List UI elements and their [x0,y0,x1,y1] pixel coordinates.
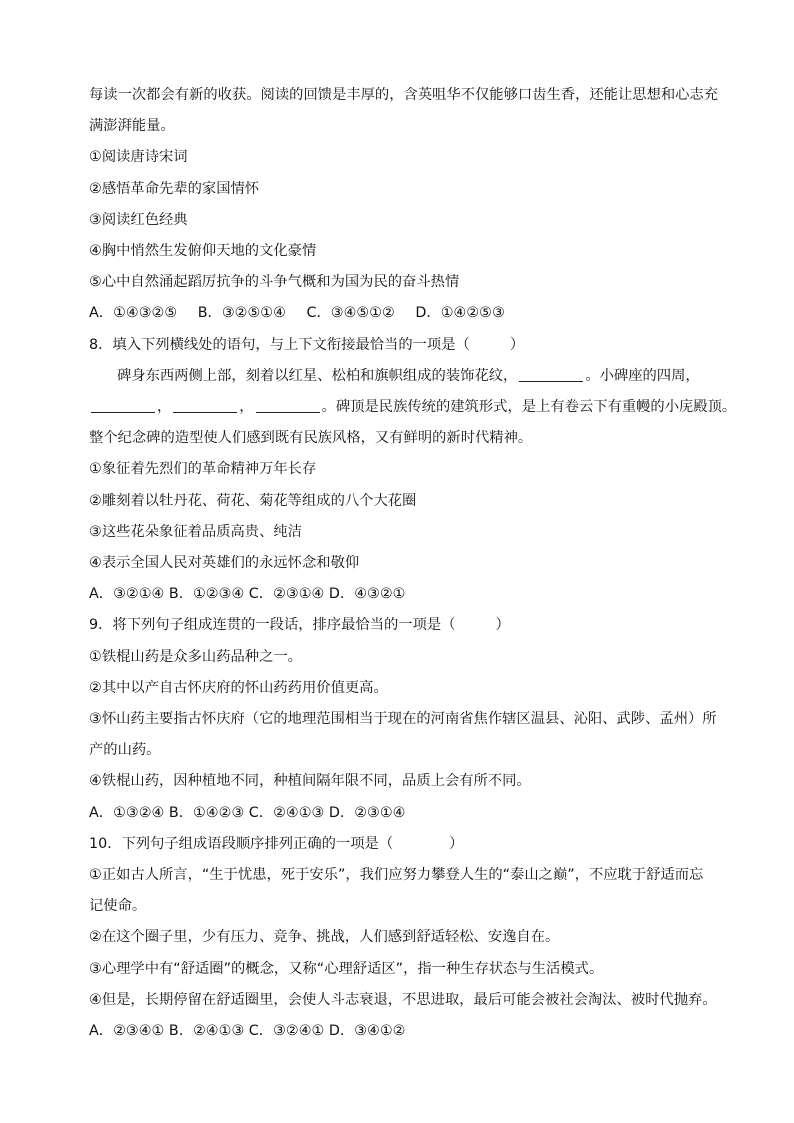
q8-stem-close: ） [509,336,525,353]
q8-sep-1: ， [157,399,172,416]
q9-item-3: ③怀山药主要指古怀庆府（它的地理范围相当于现在的河南省焦作辖区温县、沁阳、武陟、孟州）所 [89,711,717,728]
intro-line-2: 满澎湃能量。 [89,118,175,135]
q8-item-1: ①象征着先烈们的革命精神万年长存 [89,461,317,478]
intro-item-4: ④胸中悄然生发俯仰天地的文化豪情 [89,243,317,260]
intro-item-2: ②感悟革命先辈的家国情怀 [89,180,260,197]
q8-blank-3 [173,396,237,413]
q8-item-3: ③这些花朵象征着品质高贵、纯洁 [89,523,302,540]
q8-passage-line-3: 整个纪念碑的造型使人们感到既有民族风格，又有鲜明的新时代精神。 [89,430,533,447]
q10-options: A．②③④① B．②④①③ C．③②④① D．③④①② [89,1023,406,1040]
q10-item-3: ③心理学中有“舒适圈”的概念，又称“心理舒适区”，指一种生存状态与生活模式。 [89,960,604,977]
q9-stem-text: 9．将下列句子组成连贯的一段话，排序最恰当的一项是（ [89,617,456,634]
q9-options: A．①③②④ B．①④②③ C．②④①③ D．②③①④ [89,804,406,821]
q8-item-2: ②雕刻着以牡丹花、荷花、菊花等组成的八个大花圈 [89,492,417,509]
intro-option-d: D．①④②⑤③ [415,305,505,322]
q10-item-1-cont: 记使命。 [89,898,147,915]
intro-option-b: B．③②⑤①④ [197,305,286,322]
intro-line-1: 每读一次都会有新的收获。阅读的回馈是丰厚的，含英咀华不仅能够口齿生香，还能让思想和心志充 [89,87,719,103]
q8-passage-text-2: 。小碑座的四周， [585,367,700,384]
q10-stem-close: ） [449,835,464,852]
q8-item-4: ④表示全国人民对英雄们的永远怀念和敬仰 [89,555,360,572]
intro-item-3: ③阅读红色经典 [89,211,188,228]
q10-item-4: ④但是，长期停留在舒适圈里，会使人斗志衰退，不思进取，最后可能会被社会淘汰、被时代抛弃。 [89,991,717,1008]
q8-blank-4 [256,396,320,413]
q10-item-1: ①正如古人所言，“生于忧患，死于安乐”，我们应努力攀登人生的“泰山之巅”，不应耽于舒适而忘 [89,867,704,884]
q8-stem-text: 8．填入下列横线处的语句，与上下文衔接最恰当的一项是（ [89,336,470,353]
question-content [89,80,737,1047]
q9-stem [89,610,717,641]
q8-stem [89,330,717,361]
q8-passage-text-3: 。碑顶是民族传统的建筑形式，是上有卷云下有重幔的小庑殿顶。 [321,399,737,416]
q8-sep-2: ， [239,399,254,416]
q10-stem [89,829,717,860]
q8-passage-line-2 [89,392,737,423]
q10-stem-text: 10．下列句子组成语段顺序排列正确的一项是（ [89,835,394,852]
intro-option-c: C．③④⑤①② [306,305,395,322]
q9-stem-close: ） [495,617,510,634]
intro-item-5: ⑤心中自然涌起蹈厉抗争的斗争气概和为国为民的奋斗热情 [89,274,460,291]
q9-item-3-cont: 产的山药。 [89,742,161,759]
intro-options [89,298,717,329]
intro-option-a: A．①④③②⑤ [89,305,178,322]
q9-item-1: ①铁棍山药是众多山药品种之一。 [89,648,302,665]
q9-item-4: ④铁棍山药，因种植地不同，种植间隔年限不同，品质上会有所不同。 [89,773,531,790]
q8-passage-text-1: 碑身东西两侧上部，刻着以红星、松柏和旗帜组成的装饰花纹， [117,367,518,384]
intro-item-1: ①阅读唐诗宋词 [89,149,188,166]
q8-passage-line-1 [89,361,717,392]
q9-item-2: ②其中以产自古怀庆府的怀山药药用价值更高。 [89,679,388,696]
q8-blank-2 [91,396,155,413]
q10-item-2: ②在这个圈子里，少有压力、竞争、挑战，人们感到舒适轻松、安逸自在。 [89,929,560,946]
q8-options: A．③②①④ B．①②③④ C．②③①④ D．④③②① [89,586,406,603]
q8-blank-1 [519,365,583,382]
